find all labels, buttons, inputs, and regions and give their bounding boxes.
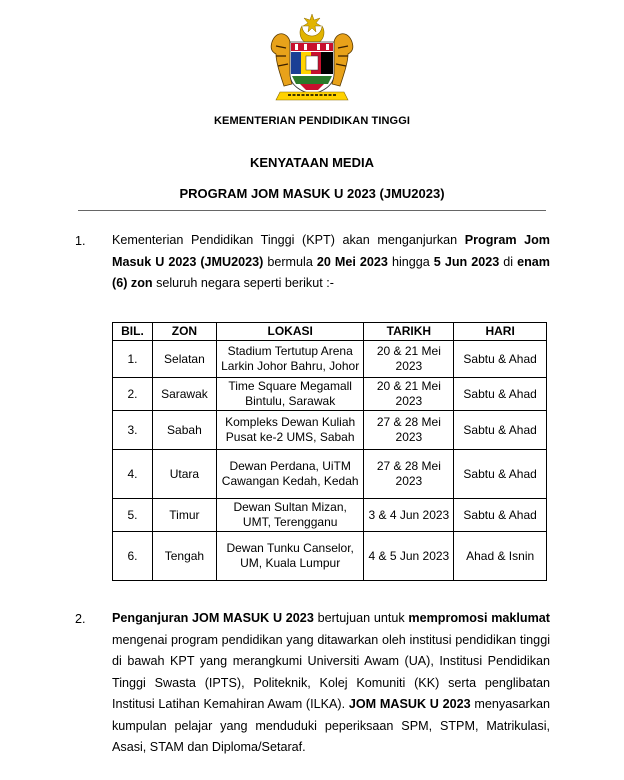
header-hari: HARI xyxy=(454,323,547,341)
cell-zon: Sarawak xyxy=(152,378,216,411)
cell-tarikh: 20 & 21 Mei 2023 xyxy=(364,378,454,411)
header-tarikh: TARIKH xyxy=(364,323,454,341)
cell-lokasi: Stadium Tertutup Arena Larkin Johor Bahru, Johor xyxy=(216,341,364,378)
cell-zon: Utara xyxy=(152,450,216,499)
table-row xyxy=(113,341,547,378)
header-zon: ZON xyxy=(152,323,216,341)
cell-lokasi: Dewan Perdana, UiTM Cawangan Kedah, Kedah xyxy=(216,450,364,499)
cell-bil: 5. xyxy=(113,499,153,532)
cell-zon: Tengah xyxy=(152,532,216,581)
header-divider xyxy=(78,210,546,211)
table-row xyxy=(113,378,547,411)
header-bil: BIL. xyxy=(113,323,153,341)
cell-zon: Sabah xyxy=(152,411,216,450)
cell-lokasi: Dewan Sultan Mizan, UMT, Terengganu xyxy=(216,499,364,532)
cell-hari: Sabtu & Ahad xyxy=(454,411,547,450)
cell-bil: 6. xyxy=(113,532,153,581)
ministry-name: KEMENTERIAN PENDIDIKAN TINGGI xyxy=(213,115,411,127)
cell-hari: Sabtu & Ahad xyxy=(454,341,547,378)
cell-bil: 4. xyxy=(113,450,153,499)
event-schedule-table xyxy=(112,322,547,581)
cell-hari: Sabtu & Ahad xyxy=(454,499,547,532)
cell-lokasi: Dewan Tunku Canselor, UM, Kuala Lumpur xyxy=(216,532,364,581)
cell-tarikh: 27 & 28 Mei 2023 xyxy=(364,411,454,450)
paragraph-2-number: 2. xyxy=(75,612,86,626)
malaysia-coat-of-arms-icon xyxy=(262,12,362,110)
document-subtitle: PROGRAM JOM MASUK U 2023 (JMU2023) xyxy=(179,186,445,201)
cell-tarikh: 20 & 21 Mei 2023 xyxy=(364,341,454,378)
cell-hari: Sabtu & Ahad xyxy=(454,450,547,499)
cell-tarikh: 3 & 4 Jun 2023 xyxy=(364,499,454,532)
header-lokasi: LOKASI xyxy=(216,323,364,341)
paragraph-1: Kementerian Pendidikan Tinggi (KPT) akan menganjurkan Program Jom Masuk U 2023 (JMU2023) bermula 20 Mei 2023 hingga 5 Jun 2023 di enam (6) zon seluruh negara seperti berikut :- xyxy=(112,233,551,290)
cell-lokasi: Time Square Megamall Bintulu, Sarawak xyxy=(216,378,364,411)
cell-bil: 3. xyxy=(113,411,153,450)
cell-tarikh: 4 & 5 Jun 2023 xyxy=(364,532,454,581)
cell-bil: 1. xyxy=(113,341,153,378)
document-title: KENYATAAN MEDIA xyxy=(250,155,374,170)
paragraph-1-number: 1. xyxy=(75,234,86,248)
cell-lokasi: Kompleks Dewan Kuliah Pusat ke-2 UMS, Sabah xyxy=(216,411,364,450)
table-header-row xyxy=(113,323,547,341)
cell-hari: Sabtu & Ahad xyxy=(454,378,547,411)
table-row xyxy=(113,532,547,581)
cell-zon: Selatan xyxy=(152,341,216,378)
table-row xyxy=(113,499,547,532)
cell-tarikh: 27 & 28 Mei 2023 xyxy=(364,450,454,499)
paragraph-2: Penganjuran JOM MASUK U 2023 bertujuan untuk mempromosi maklumat mengenai program pendidikan yang ditawarkan oleh institusi pendidikan tinggi di bawah KPT yang merangkumi Universiti Awam (UA), Institusi Pendidikan Tinggi Swasta (IPTS), Politeknik, Kolej Komuniti (KK) serta penglibatan Institusi Latihan Kemahiran Awam (ILKA). JOM MASUK U 2023 menyasarkan kumpulan pelajar yang menduduki peperiksaan SPM, STPM, Matrikulasi, Asasi, STAM dan Diploma/Setaraf. xyxy=(112,611,550,754)
cell-zon: Timur xyxy=(152,499,216,532)
table-row xyxy=(113,450,547,499)
cell-hari: Ahad & Isnin xyxy=(454,532,547,581)
cell-bil: 2. xyxy=(113,378,153,411)
table-row xyxy=(113,411,547,450)
